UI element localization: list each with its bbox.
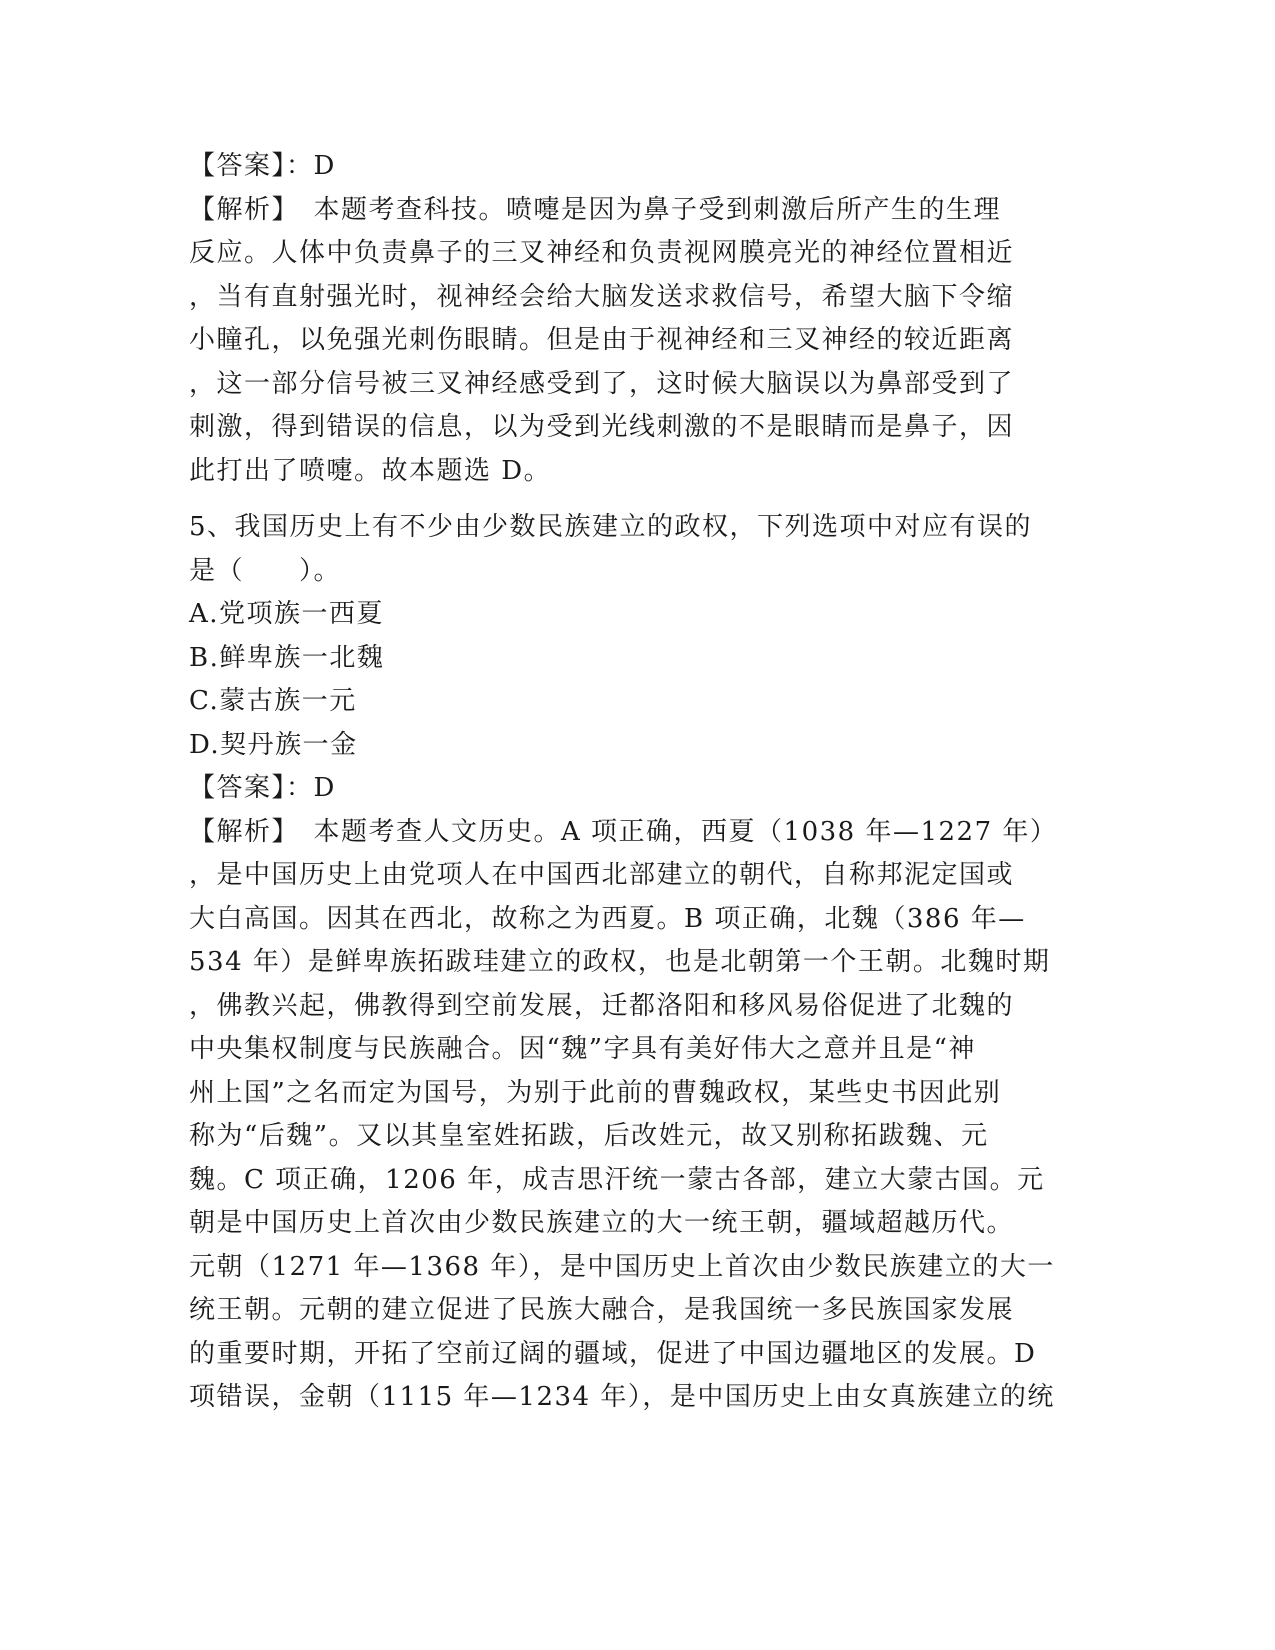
question-stem-line: 5、我国历史上有不少由少数民族建立的政权，下列选项中对应有误的 bbox=[189, 512, 1033, 542]
question-5 bbox=[189, 506, 1069, 1420]
explanation-line: 的重要时期，开拓了空前辽阔的疆域，促进了中国边疆地区的发展。D bbox=[189, 1338, 1037, 1369]
explanation-line: ，这一部分信号被三叉神经感受到了，这时候大脑误以为鼻部受到了 bbox=[189, 368, 1015, 399]
explanation-line: 【解析】 本题考查科技。喷嚏是因为鼻子受到刺激后所产生的生理 bbox=[189, 194, 1002, 225]
explanation-line: 称为“后魏”。又以其皇室姓拓跋，后改姓元，故又别称拓跋魏、元 bbox=[189, 1121, 989, 1151]
explanation-line: 州上国”之名而定为国号，为别于此前的曹魏政权，某些史书因此别 bbox=[189, 1077, 1002, 1108]
explanation-line: 刺激，得到错误的信息，以为受到光线刺激的不是眼睛而是鼻子，因 bbox=[189, 412, 1015, 442]
explanation-line: 此打出了喷嚏。故本题选 D。 bbox=[189, 455, 552, 486]
explanation-line: 小瞳孔，以免强光刺伤眼睛。但是由于视神经和三叉神经的较近距离 bbox=[189, 325, 1015, 355]
explanation-line: 反应。人体中负责鼻子的三叉神经和负责视网膜亮光的神经位置相近 bbox=[189, 238, 1015, 268]
explanation-line: 中央集权制度与民族融合。因“魏”字具有美好伟大之意并且是“神 bbox=[189, 1034, 976, 1064]
explanation-line: ，是中国历史上由党项人在中国西北部建立的朝代，自称邦泥定国或 bbox=[189, 860, 1015, 890]
explanation-line: ，佛教兴起，佛教得到空前发展，迁都洛阳和移风易俗促进了北魏的 bbox=[189, 990, 1015, 1021]
explanation-line: 魏。C 项正确，1206 年，成吉思汗统一蒙古各部，建立大蒙古国。元 bbox=[189, 1164, 1045, 1195]
paragraph-gap bbox=[189, 493, 1069, 506]
explanation-line: 大白高国。因其在西北，故称之为西夏。B 项正确，北魏（386 年— bbox=[189, 903, 1026, 934]
question-stem-line: 是（ ）。 bbox=[189, 555, 342, 586]
explanation-line: 项错误，金朝（1115 年—1234 年），是中国历史上由女真族建立的统 bbox=[189, 1382, 1055, 1412]
answer-line: 【答案】：D bbox=[189, 773, 336, 803]
explanation-line: 统王朝。元朝的建立促进了民族大融合，是我国统一多民族国家发展 bbox=[189, 1295, 1015, 1325]
explanation-line: ，当有直射强光时，视神经会给大脑发送求救信号，希望大脑下令缩 bbox=[189, 281, 1015, 312]
option-c: C.蒙古族一元 bbox=[189, 686, 357, 716]
explanation-line: 元朝（1271 年—1368 年），是中国历史上首次由少数民族建立的大一 bbox=[189, 1251, 1055, 1282]
explanation-line: 534 年）是鲜卑族拓跋珪建立的政权，也是北朝第一个王朝。北魏时期 bbox=[189, 947, 1051, 977]
option-a: A.党项族一西夏 bbox=[189, 599, 385, 629]
page-content bbox=[189, 145, 1069, 1420]
explanation-line: 【解析】 本题考查人文历史。A 项正确，西夏（1038 年—1227 年） bbox=[189, 816, 1058, 847]
option-b: B.鲜卑族一北魏 bbox=[189, 642, 385, 673]
answer-line: 【答案】：D bbox=[189, 151, 336, 181]
explanation-line: 朝是中国历史上首次由少数民族建立的大一统王朝，疆域超越历代。 bbox=[189, 1208, 1015, 1238]
option-d: D.契丹族一金 bbox=[189, 729, 358, 760]
answer-explanation-q4 bbox=[189, 145, 1069, 493]
